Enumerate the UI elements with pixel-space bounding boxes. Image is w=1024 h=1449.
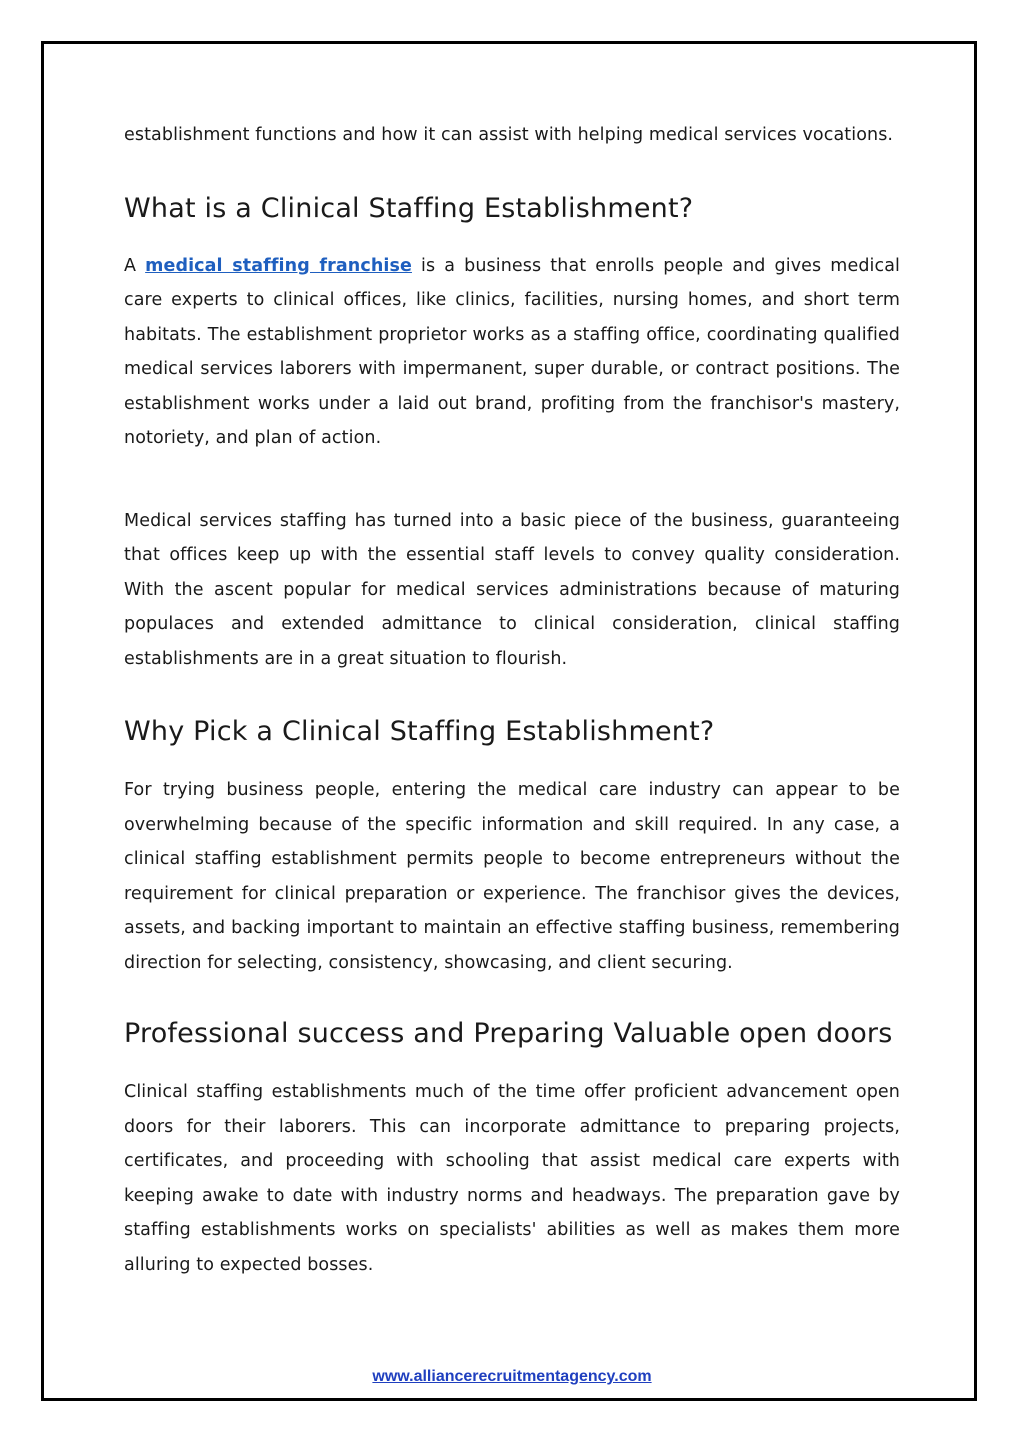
paragraph-what-1 [124,249,900,456]
medical-staffing-franchise-link[interactable]: medical staffing franchise [145,255,412,276]
paragraph-what-1-rest: is a business that enrolls people and gives medical care experts to clinical offices, like clinics, facilities, nursing homes, and short term habitats. The establishment proprietor works as a staffing office, coordinating qualified medical services laborers with impermanent, super durable, or contract positions. The establishment works under a laid out brand, profiting from the franchisor's mastery, notoriety, and plan of action. [124,255,900,448]
paragraph-why: For trying business people, entering the medical care industry can appear to be overwhelming because of the specific information and skill required. In any case, a clinical staffing establishment permits people to become entrepreneurs without the requirement for clinical preparation or experience. The franchisor gives the devices, assets, and backing important to maintain an effective staffing business, remembering direction for selecting, consistency, showcasing, and client securing. [124,780,900,973]
footer-website-link[interactable]: www.alliancerecruitmentagency.com [372,1368,652,1385]
paragraph-professional: Clinical staffing establishments much of the time offer proficient advancement open doors for their laborers. This can incorporate admittance to preparing projects, certificates, and proceeding with schooling that assist medical care experts with keeping awake to date with industry norms and headways. The preparation gave by staffing establishments works on specialists' abilities as well as makes them more alluring to expected bosses. [124,1082,900,1275]
paragraph-what-2: Medical services staffing has turned into a basic piece of the business, guaranteeing that offices keep up with the essential staff levels to convey quality consideration. With the ascent popular for medical services administrations because of maturing populaces and extended admittance to clinical consideration, clinical staffing establishments are in a great situation to flourish. [124,510,900,669]
page-footer [0,1366,1024,1386]
heading-what-is-clinical-staffing: What is a Clinical Staffing Establishment? [124,192,694,224]
paragraph-what-1-prefix: A [124,255,146,276]
heading-professional-success: Professional success and Preparing Valuable open doors [124,1018,893,1049]
intro-paragraph-continued: establishment functions and how it can assist with helping medical services vocations. [124,125,894,145]
document-body [124,118,900,1282]
heading-why-pick: Why Pick a Clinical Staffing Establishment? [124,716,715,747]
